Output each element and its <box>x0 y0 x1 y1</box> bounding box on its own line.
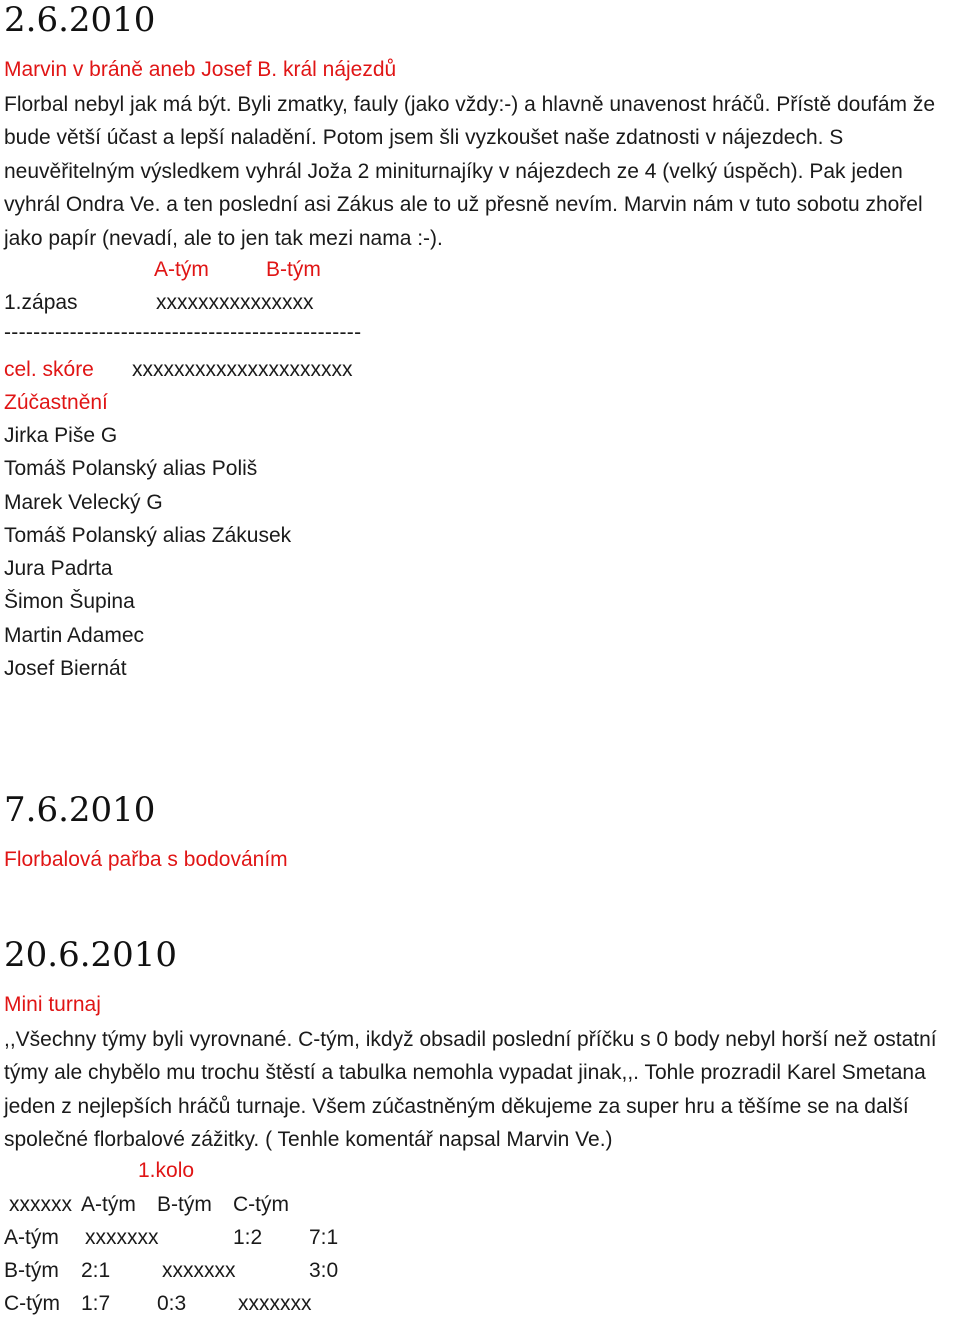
entry-date: 20.6.2010 <box>4 935 178 975</box>
total-score-label: cel. skóre <box>4 358 94 381</box>
entry-title: Mini turnaj <box>4 993 101 1016</box>
participant-item: Jirka Piše G <box>4 424 118 447</box>
table-cell: xxxxxxx <box>162 1259 236 1282</box>
entry-date: 2.6.2010 <box>4 0 156 40</box>
participant-item: Tomáš Polanský alias Poliš <box>4 457 258 480</box>
entry-text: ,,Všechny týmy byli vyrovnané. C-tým, ikdyž obsadil poslední příčku s 0 body nebyl horší než ostatní týmy ale chybělo mu trochu štěstí a tabulka nemohla vypadat jinak,,. Tohle prozradil Karel Smetana jeden z nejlepších hráčů turnaje. Všem zúčastněným děkujeme za super hru a těšíme se na další společné florbalové zážitky. ( Tenhle komentář napsal Marvin Ve.) <box>4 1028 937 1152</box>
round-heading: 1.kolo <box>138 1159 195 1182</box>
match-value: xxxxxxxxxxxxxxx <box>156 291 314 314</box>
participant-item: Martin Adamec <box>4 624 145 647</box>
table-cell: 7:1 <box>309 1226 339 1249</box>
participants-heading: Zúčastnění <box>4 391 108 414</box>
separator-line: ------------------------------------------------- <box>4 321 362 344</box>
team-b-label: B-tým <box>266 258 321 281</box>
entry-title: Florbalová pařba s bodováním <box>4 848 288 871</box>
total-score-value: xxxxxxxxxxxxxxxxxxxxx <box>132 358 353 381</box>
table-cell: xxxxxxx <box>238 1292 312 1315</box>
table-cell: 0:3 <box>157 1292 187 1315</box>
participant-item: Jura Padrta <box>4 557 113 580</box>
table-cell: xxxxxxx <box>85 1226 159 1249</box>
match-label: 1.zápas <box>4 291 78 314</box>
participant-item: Marek Velecký G <box>4 491 163 514</box>
participant-item: Josef Biernát <box>4 657 127 680</box>
table-cell: 3:0 <box>309 1259 339 1282</box>
entry-date: 7.6.2010 <box>4 790 156 830</box>
participant-item: Tomáš Polanský alias Zákusek <box>4 524 292 547</box>
table-row-label: C-tým <box>4 1292 60 1315</box>
table-cell: 2:1 <box>81 1259 111 1282</box>
team-a-label: A-tým <box>154 258 209 281</box>
table-cell: 1:2 <box>233 1226 263 1249</box>
table-cell: 1:7 <box>81 1292 111 1315</box>
table-row-label: A-tým <box>4 1226 59 1249</box>
table-header-cell: C-tým <box>233 1193 289 1216</box>
participant-item: Šimon Šupina <box>4 590 135 613</box>
table-header-cell: A-tým <box>81 1193 136 1216</box>
table-row-label: B-tým <box>4 1259 59 1282</box>
table-header-cell: xxxxxx <box>9 1193 72 1216</box>
table-header-cell: B-tým <box>157 1193 212 1216</box>
entry-title: Marvin v bráně aneb Josef B. král nájezdů <box>4 58 397 81</box>
entry-text: Florbal nebyl jak má být. Byli zmatky, fauly (jako vždy:-) a hlavně unavenost hráčů. Přístě doufám že bude větší účast a lepší naladění. Potom jsem šli vyzkoušet naše zdatnosti v nájezdech. S neuvěřitelným výsledkem vyhrál Joža 2 miniturnajíky v nájezdech ze 4 (velký úspěch). Pak jeden vyhrál Ondra Ve. a ten poslední asi Zákus ale to už přesně nevím. Marvin nám v tuto sobotu zhořel jako papír (nevadí, ale to jen tak mezi nama :-). <box>4 93 936 250</box>
